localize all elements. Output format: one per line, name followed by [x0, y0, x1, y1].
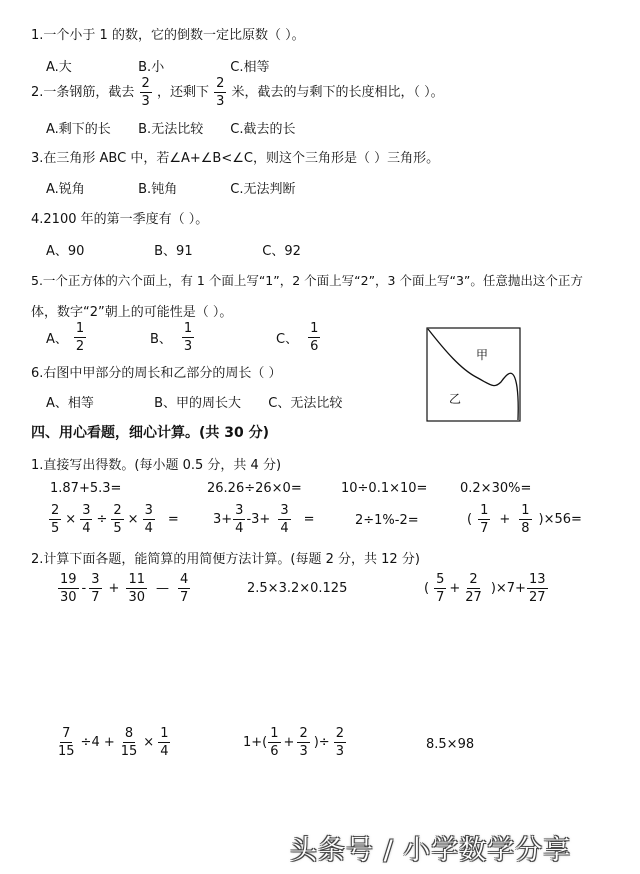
fraction [214, 77, 226, 108]
figure-curve [428, 329, 518, 420]
fraction [527, 573, 548, 604]
numerator: 3 [235, 503, 244, 518]
option-a [46, 322, 150, 353]
question-1 [31, 24, 305, 43]
expr-text: )÷ [313, 735, 330, 750]
numerator: 2 [141, 76, 150, 91]
denominator: 27 [465, 590, 482, 605]
fraction [182, 322, 194, 353]
option-c: C、无法比较 [268, 396, 343, 411]
numerator: 13 [528, 572, 546, 587]
numerator: 11 [128, 572, 145, 587]
denominator: 3 [183, 339, 193, 354]
denominator: 30 [128, 590, 145, 605]
question-1-text: 1.一个小于 1 的数，它的倒数一定比原数（ ）。 [31, 28, 305, 43]
question-6-options [46, 392, 342, 411]
question-3-options [46, 178, 296, 197]
subsection-1-title: 1.直接写出得数。(每小题 0.5 分，共 4 分) [31, 458, 282, 473]
expr-2-4: ( $\frac{1}{7}$ + $\frac{1}{8}$ )×56= [467, 503, 582, 536]
question-2 [31, 77, 444, 108]
numerator: 5 [436, 572, 445, 587]
numerator: 8 [124, 726, 134, 741]
fraction [143, 504, 155, 535]
numerator: 1 [160, 726, 169, 741]
question-3 [31, 147, 439, 166]
calc-4: $\frac{7}{15}$ ÷4 + $\frac{8}{15}$ × $\frac{1}{4}$ [58, 726, 169, 759]
denominator: 15 [58, 744, 75, 759]
denominator: 8 [521, 521, 530, 536]
denominator: 6 [310, 339, 319, 354]
numerator: 3 [91, 572, 100, 587]
option-b: B.钝角 [138, 182, 178, 197]
question-2-mid: ，还剩下 [156, 85, 209, 100]
fraction [308, 322, 320, 353]
expr-1-1: 1.87+5.3= [50, 481, 122, 496]
square-curve-figure [426, 327, 522, 423]
option-b: B、91 [154, 244, 193, 259]
equals: = [303, 512, 315, 527]
question-2-options [46, 118, 296, 137]
question-5-text-2: 体，数字“2”朝上的可能性是（ ）。 [31, 305, 233, 320]
expr-2-3: 2÷1%-2= [355, 513, 419, 528]
denominator: 5 [51, 521, 60, 536]
expr-1-2: 26.26÷26×0= [207, 481, 302, 496]
question-3-text: 3.在三角形 ABC 中，若∠A+∠B<∠C，则这个三角形是（ ）三角形。 [31, 151, 440, 166]
option-c [276, 322, 321, 353]
denominator: 30 [60, 590, 77, 605]
fraction [158, 727, 170, 758]
denominator: 4 [82, 521, 91, 536]
numerator: 3 [280, 503, 289, 518]
denominator: 4 [235, 521, 244, 536]
expr-text: )×7+ [490, 581, 526, 596]
fraction [268, 727, 280, 758]
option-a: A、相等 [46, 396, 94, 411]
numerator: 3 [144, 503, 153, 518]
question-1-options [46, 56, 270, 75]
section-4-title: 四、用心看题，细心计算。(共 30 分) [31, 425, 270, 441]
numerator: 1 [75, 321, 85, 336]
expr-2-1: $\frac{2}{5}$ × $\frac{3}{4}$ ÷ $\frac{2}{5}$ × $\frac{3}{4}$ = [51, 503, 179, 536]
figure-square [427, 328, 520, 421]
fraction [80, 504, 92, 535]
label-jia: 甲 [476, 348, 489, 362]
calc-1: $\frac{19}{30}$ - $\frac{3}{7}$ + $\frac{11}{30}$ — $\frac{4}{7}$ [60, 572, 189, 605]
question-6-text: 6.右图中甲部分的周长和乙部分的周长（ ） [31, 366, 282, 381]
numerator: 2 [216, 76, 225, 91]
numerator: 2 [335, 726, 344, 741]
fraction [434, 573, 446, 604]
option-label: A、 [46, 332, 68, 347]
numerator: 2 [113, 503, 122, 518]
question-5-text: 5.一个正方体的六个面上，有 1 个面上写“1”，2 个面上写“2”，3 个面上写“3”。任意抛出这个正方 [31, 273, 583, 288]
denominator: 15 [120, 744, 138, 759]
question-5-line-1 [31, 271, 583, 289]
expr-text: )×56= [538, 512, 582, 527]
fraction [56, 727, 77, 758]
numerator: 1 [480, 503, 489, 518]
numerator: 1 [183, 321, 193, 336]
option-b: B.小 [138, 60, 165, 75]
fraction [89, 573, 101, 604]
numerator: 1 [521, 503, 530, 518]
expr-text: ÷4 + [80, 735, 115, 750]
option-c: C.无法判断 [230, 182, 296, 197]
option-b [150, 322, 276, 353]
denominator: 4 [160, 744, 169, 759]
fraction [519, 504, 531, 535]
fraction [278, 504, 290, 535]
denominator: 3 [141, 94, 150, 109]
denominator: 7 [91, 590, 100, 605]
fraction [334, 727, 346, 758]
option-c: C、92 [262, 244, 301, 259]
expr-2-2 [213, 504, 315, 535]
expr-text: 3+ [213, 512, 233, 527]
numerator: 1 [270, 726, 279, 741]
numerator: 2 [299, 726, 308, 741]
numerator: 2 [469, 572, 478, 587]
denominator: 7 [480, 521, 489, 536]
fraction [126, 573, 147, 604]
question-4 [31, 208, 208, 227]
calc-3: ( $\frac{5}{7}$ + $\frac{2}{27}$ )×7+ $\frac{13}{27}$ [424, 572, 546, 605]
numerator: 4 [179, 572, 189, 587]
denominator: 27 [528, 590, 546, 605]
option-c: C.截去的长 [230, 122, 296, 137]
fraction [111, 504, 123, 535]
expr-1-4: 0.2×30%= [460, 481, 532, 496]
option-b: B.无法比较 [138, 122, 204, 137]
option-a: A.大 [46, 60, 72, 75]
question-2-post: 米，截去的与剩下的长度相比，（ ）。 [231, 85, 444, 100]
fraction [297, 727, 309, 758]
calc-5: 1+( $\frac{1}{6}$ + $\frac{2}{3}$ )÷ $\frac{2}{3}$ [243, 726, 344, 759]
denominator: 3 [216, 94, 225, 109]
denominator: 7 [436, 590, 445, 605]
fraction [478, 504, 490, 535]
numerator: 1 [310, 321, 319, 336]
numerator: 19 [60, 572, 77, 587]
expr-text: -3+ [246, 512, 271, 527]
question-5-line-2 [31, 301, 232, 320]
denominator: 4 [144, 521, 153, 536]
question-4-text: 4.2100 年的第一季度有（ ）。 [31, 212, 209, 227]
numerator: 3 [82, 503, 91, 518]
expr-1-3: 10÷0.1×10= [341, 481, 428, 496]
expr-text: 1+( [243, 735, 268, 750]
option-a: A.锐角 [46, 182, 85, 197]
watermark: 头条号 / 小学数学分享 [290, 835, 572, 866]
denominator: 5 [113, 521, 122, 536]
equals: = [167, 512, 179, 527]
calc-6: 8.5×98 [426, 737, 475, 752]
fraction [140, 77, 152, 108]
denominator: 3 [335, 744, 344, 759]
fraction [49, 504, 61, 535]
fraction [119, 727, 140, 758]
denominator: 7 [179, 590, 189, 605]
denominator: 3 [299, 744, 308, 759]
fraction [233, 504, 245, 535]
label-yi: 乙 [449, 392, 462, 406]
numerator: 7 [62, 726, 71, 741]
fraction [58, 573, 79, 604]
denominator: 4 [280, 521, 289, 536]
question-2-pre: 2.一条钢筋，截去 [31, 85, 135, 100]
calc-2: 2.5×3.2×0.125 [247, 581, 348, 596]
option-a: A、90 [46, 244, 85, 259]
fraction [74, 322, 86, 353]
option-a: A.剩下的长 [46, 122, 111, 137]
numerator: 2 [51, 503, 60, 518]
fraction [178, 573, 190, 604]
denominator: 6 [270, 744, 279, 759]
option-label: C、 [276, 332, 299, 347]
subsection-2-title: 2.计算下面各题，能简算的用简便方法计算。(每题 2 分，共 12 分) [31, 552, 420, 567]
option-label: B、 [150, 332, 172, 347]
question-4-options [46, 240, 301, 259]
denominator: 2 [75, 339, 85, 354]
fraction [463, 573, 484, 604]
question-5-options [46, 322, 321, 353]
question-6 [31, 362, 282, 381]
option-c: C.相等 [230, 60, 270, 75]
option-b: B、甲的周长大 [154, 396, 242, 411]
